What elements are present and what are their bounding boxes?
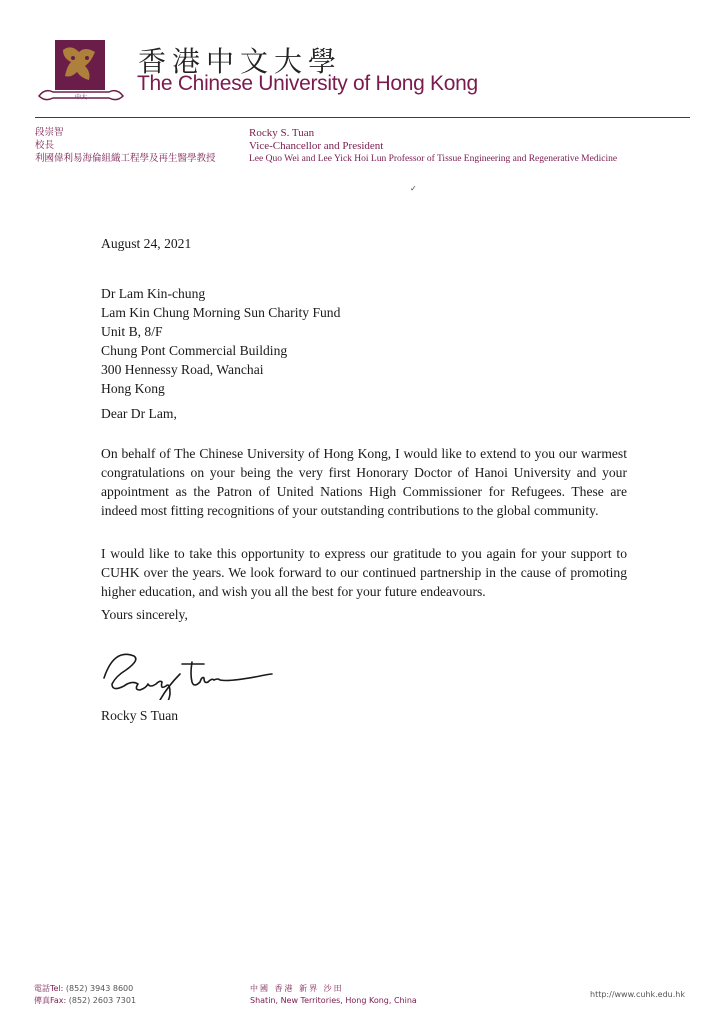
- sender-title-zh: 校長: [35, 140, 55, 151]
- address-line: 300 Hennessy Road, Wanchai: [101, 362, 264, 377]
- footer-website: http://www.cuhk.edu.hk: [590, 990, 685, 999]
- address-en: Shatin, New Territories, Hong Kong, China: [250, 996, 417, 1005]
- sender-block-en: [249, 127, 617, 166]
- recipient-address: [101, 284, 627, 398]
- signer-name: Rocky S Tuan: [101, 708, 179, 723]
- footer-address: [250, 983, 417, 1007]
- address-line: Hong Kong: [101, 381, 165, 396]
- paragraph-congratulations: On behalf of The Chinese University of Hong Kong, I would like to extend to you our warmest congratulations on your being the very first Honorary Doctor of Hanoi University and your appointment as the Patron of United Nations High Commissioner for Refugees. These are indeed most fitting recognitions of your outstanding contributions to the global community.: [101, 446, 627, 518]
- crest-motto: 中大: [74, 94, 88, 101]
- sender-title-en: Vice-Chancellor and President: [249, 140, 384, 152]
- salutation: Dear Dr Lam,: [101, 406, 177, 421]
- sender-name-zh: 段崇智: [35, 127, 64, 138]
- sender-professorship-en: Lee Quo Wei and Lee Yick Hoi Lun Professor of Tissue Engineering and Regenerative Medicine: [249, 154, 618, 164]
- footer-contact: [34, 983, 136, 1007]
- university-name-zh: 香港中文大學: [138, 45, 343, 78]
- tel-number: (852) 3943 8600: [65, 984, 134, 993]
- letterhead-divider: [35, 117, 690, 118]
- sender-name-en: Rocky S. Tuan: [249, 127, 315, 139]
- letter-date: August 24, 2021: [101, 236, 192, 251]
- university-crest-logo: [35, 38, 127, 112]
- sender-professorship-zh: 利國偉利易海倫組織工程學及再生醫學教授: [35, 153, 216, 164]
- paragraph-gratitude: I would like to take this opportunity to express our gratitude to you again for your support to CUHK over the years. We look forward to our continued partnership in the cause of promoting higher education, and wish you all the best for your future endeavours.: [101, 546, 627, 599]
- address-line: Chung Pont Commercial Building: [101, 343, 288, 358]
- handwritten-signature: [98, 640, 308, 700]
- address-line: Dr Lam Kin-chung: [101, 286, 206, 301]
- scan-mark: ✓: [410, 184, 417, 193]
- address-line: Unit B, 8/F: [101, 324, 163, 339]
- tel-label: 電話Tel:: [34, 984, 64, 993]
- fax-number: (852) 2603 7301: [68, 996, 137, 1005]
- address-zh: 中國 香港 新界 沙田: [250, 984, 344, 993]
- address-line: Lam Kin Chung Morning Sun Charity Fund: [101, 305, 341, 320]
- university-name-en: The Chinese University of Hong Kong: [137, 72, 478, 95]
- closing: Yours sincerely,: [101, 607, 188, 622]
- fax-label: 傳真Fax:: [34, 996, 67, 1005]
- sender-block-zh: [35, 126, 216, 165]
